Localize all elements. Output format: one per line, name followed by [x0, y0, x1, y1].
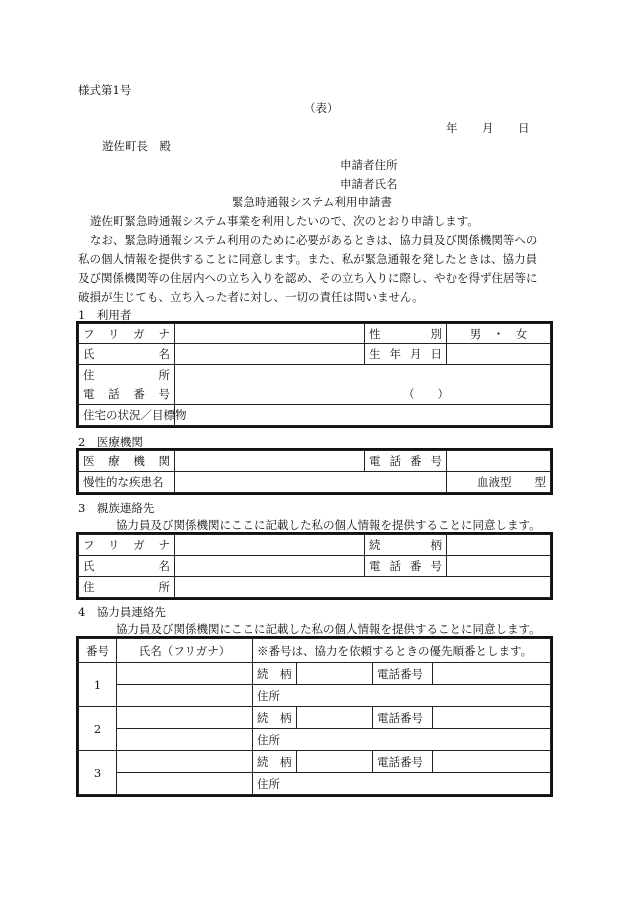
- user-furigana-field[interactable]: [175, 324, 365, 344]
- relative-address-field[interactable]: [175, 577, 551, 598]
- helper-address-field[interactable]: [253, 729, 551, 751]
- applicant-address-label: 申請者住所: [340, 158, 398, 172]
- user-phone-field[interactable]: [175, 385, 551, 405]
- user-address-field[interactable]: [175, 365, 551, 385]
- helper-row-number: 2: [79, 707, 117, 751]
- col-number-header: 番号: [79, 639, 117, 663]
- intro-line-3: 私の個人情報を提供することに同意します。また、私が緊急通報を発したときは、協力員: [78, 252, 538, 266]
- helper-phone-field[interactable]: [433, 751, 551, 773]
- date-year: 年: [446, 121, 458, 135]
- user-housing-label: 住宅の状況／目標物: [79, 405, 175, 426]
- relative-phone-label: 電話番号: [365, 556, 447, 577]
- user-phone-paren: （ ）: [403, 387, 449, 402]
- helper-phone-field[interactable]: [433, 707, 551, 729]
- helper-table: [78, 638, 551, 795]
- relative-furigana-label: フリガナ: [79, 535, 175, 556]
- helper-phone-label: 電話番号: [373, 663, 433, 685]
- user-birth-field[interactable]: [447, 344, 551, 365]
- helper-address-label: 住所: [257, 776, 280, 791]
- col-name-header: 氏名（フリガナ）: [117, 639, 253, 663]
- applicant-name-label: 申請者氏名: [340, 177, 398, 191]
- intro-line-5: 破損が生じても、立ち入った者に対し、一切の責任は問いません。: [78, 290, 424, 304]
- helper-address-field[interactable]: [253, 685, 551, 707]
- user-birth-label: 生年月日: [365, 344, 447, 365]
- user-phone-label: 電話番号: [79, 385, 175, 405]
- relative-address-label: 住所: [79, 577, 175, 598]
- section-4-heading: 4 協力員連絡先: [78, 605, 166, 619]
- user-furigana-label: フリガナ: [79, 324, 175, 344]
- helper-relation-field[interactable]: [297, 663, 373, 685]
- user-name-field[interactable]: [175, 344, 365, 365]
- date-day: 日: [518, 121, 530, 135]
- helper-relation-label: 続 柄: [253, 663, 297, 685]
- document-title: 緊急時通報システム利用申請書: [232, 195, 392, 209]
- helper-row-number: 3: [79, 751, 117, 795]
- priority-note: ※番号は、協力を依頼するときの優先順番とします。: [253, 639, 551, 663]
- hospital-phone-field[interactable]: [447, 451, 551, 472]
- relative-furigana-field[interactable]: [175, 535, 365, 556]
- form-number: 様式第1号: [78, 83, 132, 97]
- intro-line-4: 及び関係機関等の住居内への立ち入りを認め、その立ち入りに際し、やむを得ず住居等に: [78, 271, 538, 285]
- helper-name-field[interactable]: [117, 729, 253, 751]
- hospital-phone-label: 電話番号: [365, 451, 447, 472]
- section-1-heading: 1 利用者: [78, 308, 132, 322]
- relative-name-label: 氏名: [79, 556, 175, 577]
- helper-name-field[interactable]: [117, 685, 253, 707]
- helper-name-field[interactable]: [117, 773, 253, 795]
- user-housing-field[interactable]: [175, 405, 551, 426]
- section-2-heading: 2 医療機関: [78, 435, 143, 449]
- helper-furigana-field[interactable]: [117, 707, 253, 729]
- user-address-label: 住所: [79, 365, 175, 385]
- disease-field[interactable]: [175, 472, 447, 493]
- helper-row-number: 1: [79, 663, 117, 707]
- section-3-heading: 3 親族連絡先: [78, 501, 155, 515]
- user-gender-value[interactable]: 男 ・ 女: [447, 324, 551, 344]
- blood-type-field[interactable]: 血液型 型: [447, 472, 551, 493]
- user-name-label: 氏名: [79, 344, 175, 365]
- intro-line-1: 遊佐町緊急時通報システム事業を利用したいので、次のとおり申請します。: [90, 214, 479, 228]
- relative-relation-field[interactable]: [447, 535, 551, 556]
- helper-relation-field[interactable]: [297, 751, 373, 773]
- helper-furigana-field[interactable]: [117, 751, 253, 773]
- intro-line-2: なお、緊急時通報システム利用のために必要があるときは、協力員及び関係機関等への: [90, 233, 538, 247]
- section-4-consent: 協力員及び関係機関にここに記載した私の個人情報を提供することに同意します。: [116, 622, 541, 636]
- section-3-consent: 協力員及び関係機関にここに記載した私の個人情報を提供することに同意します。: [116, 518, 541, 532]
- helper-relation-field[interactable]: [297, 707, 373, 729]
- side-label: （表）: [304, 101, 339, 115]
- helper-relation-label: 続 柄: [253, 751, 297, 773]
- relative-table: [78, 534, 551, 598]
- medical-table: [78, 450, 551, 493]
- helper-phone-label: 電話番号: [373, 751, 433, 773]
- helper-phone-field[interactable]: [433, 663, 551, 685]
- disease-label: 慢性的な疾患名: [79, 472, 175, 493]
- helper-address-label: 住所: [257, 688, 280, 703]
- addressee: 遊佐町長 殿: [102, 139, 171, 153]
- relative-name-field[interactable]: [175, 556, 365, 577]
- helper-phone-label: 電話番号: [373, 707, 433, 729]
- helper-furigana-field[interactable]: [117, 663, 253, 685]
- date-month: 月: [482, 121, 494, 135]
- helper-address-field[interactable]: [253, 773, 551, 795]
- relative-phone-field[interactable]: [447, 556, 551, 577]
- hospital-label: 医療機関: [79, 451, 175, 472]
- user-gender-label: 性別: [365, 324, 447, 344]
- hospital-field[interactable]: [175, 451, 365, 472]
- relative-relation-label: 続柄: [365, 535, 447, 556]
- user-table: [78, 323, 551, 426]
- helper-relation-label: 続 柄: [253, 707, 297, 729]
- helper-address-label: 住所: [257, 732, 280, 747]
